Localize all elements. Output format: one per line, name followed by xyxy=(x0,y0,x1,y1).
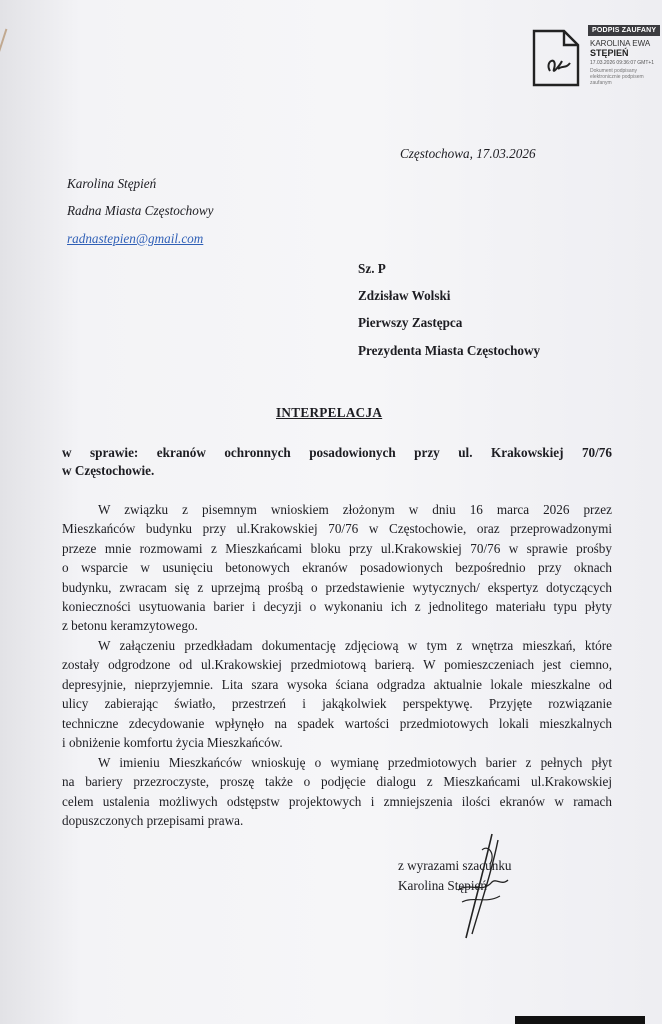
paragraph-line: dopuszczonych przepisami prawa. xyxy=(62,813,244,829)
subject-line: w Częstochowie. xyxy=(62,463,155,478)
trusted-signature-badge xyxy=(532,24,662,88)
body-paragraph-3 xyxy=(62,753,612,831)
paragraph-line: W związku z pisemnym wnioskiem złożonym w dniu 16 marca 2026 przez xyxy=(98,502,612,517)
closing-signatory: Karolina Stępień xyxy=(398,878,487,893)
signed-document-icon xyxy=(532,29,580,87)
closing-phrase: z wyrazami szacunku xyxy=(398,858,512,873)
recipient-salutation: Sz. P xyxy=(358,261,386,276)
paragraph-line: Mieszkańców budynku przy ul.Krakowskiej 70/76 w Częstochowie, oraz przeprowadzonymi xyxy=(62,521,612,537)
paragraph-line: zostały odgrodzone od ul.Krakowskiej przedmiotową barierą. W pomieszczeniach jest ciemno, xyxy=(62,657,612,673)
sender-email-link[interactable]: radnastepien@gmail.com xyxy=(67,231,204,246)
handwritten-signature xyxy=(452,830,512,942)
paragraph-line: W imieniu Mieszkańców wnioskuję o wymianę przedmiotowych barier z pełnych płyt xyxy=(98,755,612,770)
sender-name: Karolina Stępień xyxy=(67,176,157,191)
subject-block xyxy=(62,444,612,480)
paragraph-line: depresyjnie, nieprzyjemnie. Lita szara wysoka ściana odgradza aktualnie lokale mieszkalne od xyxy=(62,676,612,692)
sender-role: Radna Miasta Częstochowy xyxy=(67,203,214,218)
paragraph-line: przeze mnie rozmowami z Mieszkańcami bloku przy ul.Krakowskiej 70/76 w sprawie prośby xyxy=(62,540,612,556)
bottom-edge-bar xyxy=(515,1016,645,1024)
recipient-title-2: Prezydenta Miasta Częstochowy xyxy=(358,343,541,358)
paragraph-line: budynku, zwracam się z uprzejmą prośbą o przedstawienie wytycznych/ ekspertyz dotyczących xyxy=(62,579,612,595)
paragraph-line: na bariery przezroczyste, proszę także o podjęcie dialogu z Mieszkańcami ul.Krakowskiej xyxy=(62,774,612,790)
paragraph-line: techniczne zdecydowanie wpłynęło na spadek wartości przedmiotowych lokali mieszkalnych xyxy=(62,715,612,731)
document-heading: INTERPELACJA xyxy=(276,405,383,420)
signer-surname: STĘPIEŃ xyxy=(590,48,629,58)
recipient-title-1: Pierwszy Zastępca xyxy=(358,315,463,330)
signer-first-names: KAROLINA EWA xyxy=(590,39,651,48)
paragraph-line: i obniżenie komfortu życia Mieszkańców. xyxy=(62,734,283,750)
paragraph-line: konieczności usytuowania barier i decyzji o wykonaniu ich z jednolitego materiału typu płyty xyxy=(62,598,612,614)
paragraph-line: o wsparcie w usunięciu betonowych ekranów posadowionych bezpośrednio przy oknach xyxy=(62,560,612,576)
paragraph-line: celem ustalenia możliwych odstępstw projektowych i zmniejszenia ilości ekranów w ramach xyxy=(62,793,612,809)
signature-timestamp: 17.03.2026 09:36:07 GMT+1 xyxy=(590,60,655,66)
body-paragraph-2 xyxy=(62,636,612,752)
page-edge-mark xyxy=(0,29,21,78)
subject-line: w sprawie: ekranów ochronnych posadowionych przy ul. Krakowskiej 70/76 xyxy=(62,445,612,460)
signature-note: Dokument podpisany elektronicznie podpisem zaufanym xyxy=(590,68,644,86)
paragraph-line: z betonu keramzytowego. xyxy=(62,618,198,634)
recipient-name: Zdzisław Wolski xyxy=(358,288,451,303)
body-paragraph-1 xyxy=(62,500,612,636)
place-date: Częstochowa, 17.03.2026 xyxy=(400,146,536,161)
paragraph-line: W załączeniu przedkładam dokumentację zdjęciową w tym z wnętrza mieszkań, które xyxy=(98,638,612,653)
paragraph-line: ulicy zabierając światło, przestrzeń i jakąkolwiek perspektywę. Przyjęte rozwiązanie xyxy=(62,696,612,712)
trusted-signature-tag: PODPIS ZAUFANY xyxy=(588,25,660,36)
